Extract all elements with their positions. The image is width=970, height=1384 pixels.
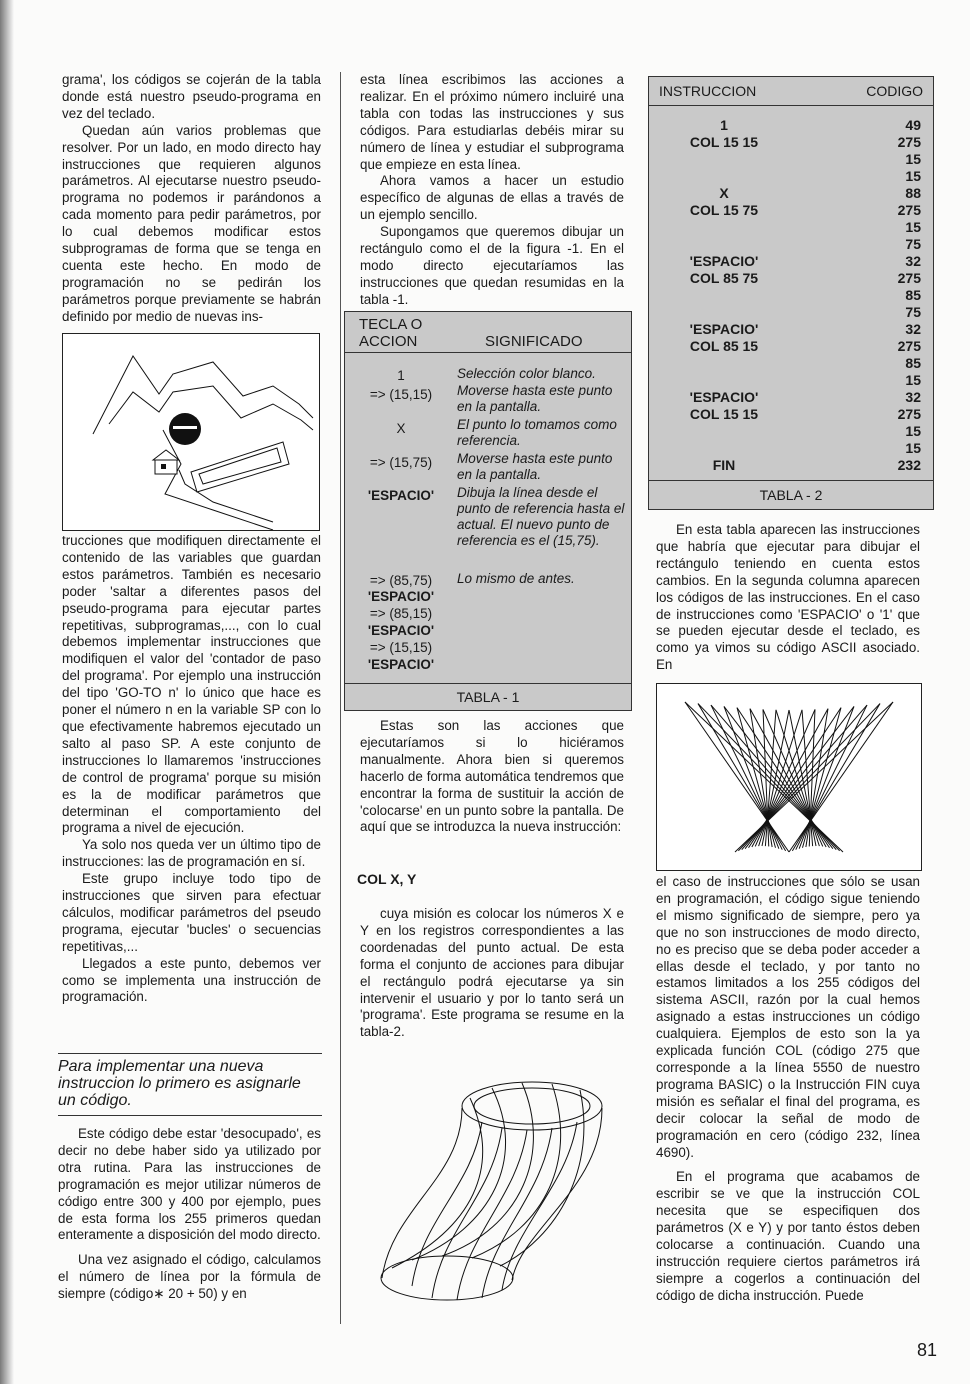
column-divider [340,72,341,1324]
table-2-code: 85 [905,355,921,371]
table-2-code: 15 [905,372,921,388]
table-1-key: => (85,75) [369,573,433,588]
header-key: TECLA O ACCION [359,316,423,350]
figure-landscape [62,333,320,531]
column-left-bottom [58,1126,321,1303]
table-2-code: 32 [905,389,921,405]
hyperboloid-line [749,708,842,848]
paragraph: esta línea escribimos las acciones a realizar. En el próximo número incluiré una tabla con todas las instrucciones y sus códigos. Para estudiarlas debéis mirar su número de línea y estudiar el subprograma que empieze en esta línea. [360,72,624,172]
table-2-code: 32 [905,321,921,337]
paragraph: trucciones que modifiquen directamente el contenido de las variables que guardan estos parámetros. También es necesario poder 'saltar a diferentes pasos del pseudo-programa para ejecutar partes repetitivas, subprogramas,..., con lo cual debemos implementar instrucciones que modifiquen el valor del 'contador de paso del programa'. Por ejemplo una instrucción del tipo 'GO-TO n' lo único que hace es poner el número n en la variable SP con lo que efectivamente habremos ejecutado un salto al paso SP. A este conjunto de instrucciones lo llamaremos 'instrucciones de control de programa' porque su misión es la de modificar parámetros que determinan el comportamiento del programa a nivel de ejecución. [62,533,321,836]
table-2-instruction: 1 [720,117,728,133]
table-2-instruction: COL 85 75 [689,270,759,286]
paragraph: Ya solo nos queda ver un último tipo de instrucciones: las de programación en sí. [62,837,321,870]
table-2-code: 15 [905,219,921,235]
table-1-meaning: Selección color blanco. [457,366,596,381]
paragraph: Ahora vamos a hacer un estudio específico de algunas de ellas a través de un ejemplo sencillo. [360,173,624,223]
table-2-code: 275 [897,338,921,354]
table-2-code: 15 [905,151,921,167]
table-2-code: 15 [905,440,921,456]
table-2-code: 275 [897,406,921,422]
table-2-caption: TABLA - 2 [649,480,933,509]
instruction-col: COL X, Y [357,871,417,887]
paragraph: En el programa que acabamos de escribir se ve que la instrucción COL necesita que se especifiquen dos parámetros (X e Y) y por tanto éstos deben colocarse a continuación. Cuando una instrucción requiere ciertos parámetros irá siempre a cogerlos a continuación del código de dicha instrucción. Puede [656,1169,920,1303]
table-1-meaning: El punto lo tomamos como referencia. [457,417,617,448]
paragraph: el caso de instrucciones que sólo se usan en programación, el código sigue teniendo el mismo significado de siempre, pero ya que no son instrucciones de modo directo, no es preciso que se deba poder acceder a ellas desde el teclado, y por tanto no estamos limitados a los 255 códigos del sistema ASCII, razón por la cual hemos asignado a estas instrucciones un código cualquiera. Ejemplos de esto son la ya explicada función COL (código 275 que corresponde a la línea 5550 de nuestro programa BASIC) o la Instrucción FIN cuya misión es señalar el final del programa, es decir colocar la señal de modo de programación en cero (código 232, línea 4690). [656,874,920,1160]
table-2 [648,76,934,510]
column-left [62,72,321,326]
paragraph: Supongamos que queremos dibujar un rectángulo como el de la figura -1. En el modo directo ejecutaríamos las instrucciones que quedan resumidas en la tabla -1. [360,224,624,307]
table-2-code: 85 [905,287,921,303]
column-left-continued [62,533,321,1006]
table-2-code: 15 [905,168,921,184]
table-2-code: 15 [905,423,921,439]
figure-hyperboloid [656,683,922,871]
table-2-code: 32 [905,253,921,269]
paragraph: Este grupo incluye todo tipo de instrucciones que sirven para efectuar cálculos, modificar parámetros del pseudo programa, ejecutar 'bucles' o secuencias repetitivas,... [62,871,321,954]
column-middle-mid [360,718,624,836]
table-1-meaning: Moverse hasta este punto en la pantalla. [457,451,613,482]
table-2-header [649,77,933,106]
table-1-key: => (85,15) [369,606,433,621]
table-2-instruction: 'ESPACIO' [689,253,759,269]
table-2-code: 275 [897,270,921,286]
pull-quote: Para implementar una nueva instruccion lo primero es asignarle un código. [58,1053,322,1116]
page-number: 81 [917,1340,938,1360]
table-1-key: 'ESPACIO' [367,488,435,503]
table-2-instruction: 'ESPACIO' [689,321,759,337]
table-1-caption: TABLA - 1 [345,683,631,710]
table-2-instruction: 'ESPACIO' [689,389,759,405]
table-2-code: 88 [905,185,921,201]
table-2-code: 75 [905,236,921,252]
header-instruccion: INSTRUCCION [659,83,757,99]
table-2-instruction: COL 15 15 [689,134,759,150]
header-codigo: CODIGO [866,83,923,99]
table-1-key: 'ESPACIO' [367,589,435,604]
paragraph: En esta tabla aparecen las instrucciones que habría que ejecutar para dibujar el rectángulo teniendo en cuenta estos cambios. En la segunda columna aparecen los códigos de las instrucciones. En el caso de instrucciones como 'ESPACIO' o '1' que se pueden ejecutar desde el teclado, es como ya vimos su código ASCII asociado. En [656,522,920,673]
column-middle [360,72,624,309]
column-middle-low [360,906,624,1041]
table-2-instruction: FIN [712,457,736,473]
paragraph: grama', los códigos se cojerán de la tabla donde está nuestro pseudo-programa en vez del teclado. [62,72,321,121]
figure-twisted-surface [352,1058,632,1314]
paragraph: cuya misión es colocar los números X e Y en los registros correspondientes a las coordenadas del punto actual. De esta forma el conjunto de acciones para dibujar el rectángulo podrá ejecutarse ya sin intervenir el usuario y por lo tanto será un 'programa'. Este programa se resume en la tabla-2. [360,906,624,1040]
table-1-header [345,312,631,353]
table-2-instruction: COL 15 15 [689,406,759,422]
table-2-instruction: COL 15 75 [689,202,759,218]
table-1-key: X [396,421,406,436]
table-2-instruction: X [719,185,729,201]
table-2-code: 75 [905,304,921,320]
table-2-code: 275 [897,202,921,218]
table-1-key: 'ESPACIO' [367,623,435,638]
paragraph: Llegados a este punto, debemos ver como se implementa una instrucción de programación. [62,955,321,1005]
table-1-meaning: Lo mismo de antes. [457,571,575,586]
table-1-key: => (15,75) [369,455,433,470]
table-1 [344,311,632,711]
paragraph: Quedan aún varios problemas que resolver. Por un lado, en modo directo hay instrucciones que requieren algunos parámetros. Al ejecutarse nuestro pseudo-programa no podemos ir parándonos a cada momento para pedir parámetros, por lo cual debemos modificar estos subprogramas de forma que se tenga en cuenta este hecho. En modo de programación no se pedirán los parámetros porque previamente se habrán definido por medio de nuevas ins- [62,122,321,324]
table-1-key: 'ESPACIO' [367,657,435,672]
table-2-instruction: COL 85 15 [689,338,759,354]
paragraph: Estas son las acciones que ejecutaríamos si lo hiciéramos manualmente. Ahora bien si queremos hacerlo de forma automática tendremos que encontrar la forma de sustituir la acción de 'colocarse' en un punto sobre la pantalla. De aquí que se introduzca la nueva instrucción: [360,718,624,835]
hyperboloid-line [737,708,830,848]
table-2-code: 49 [905,117,921,133]
table-1-meaning: Dibuja la línea desde el punto de referencia hasta el actual. El nuevo punto de referencia es el (15,75). [457,485,625,548]
table-2-code: 275 [897,134,921,150]
table-1-key: => (15,15) [369,640,433,655]
column-right [656,522,920,674]
table-1-key: => (15,15) [369,387,433,402]
table-1-key: 1 [397,368,405,383]
table-2-code: 232 [897,457,921,473]
paragraph: Este código debe estar 'desocupado', es decir no debe haber sido ya utilizado por otra rutina. Para las instrucciones de programación es mejor utilizar números de código entre 300 y 400 por ejemplo, pues de esta forma los 255 primeros quedan enteramente a disposición del modo directo. [58,1126,321,1243]
header-significado: SIGNIFICADO [485,333,583,350]
column-right-bottom [656,874,920,1305]
table-1-meaning: Moverse hasta este punto en la pantalla. [457,383,613,414]
paragraph: Una vez asignado el código, calculamos el número de línea por la fórmula de siempre (código∗ 20 + 50) y en [58,1252,321,1302]
book-spine-shadow [0,0,14,1384]
